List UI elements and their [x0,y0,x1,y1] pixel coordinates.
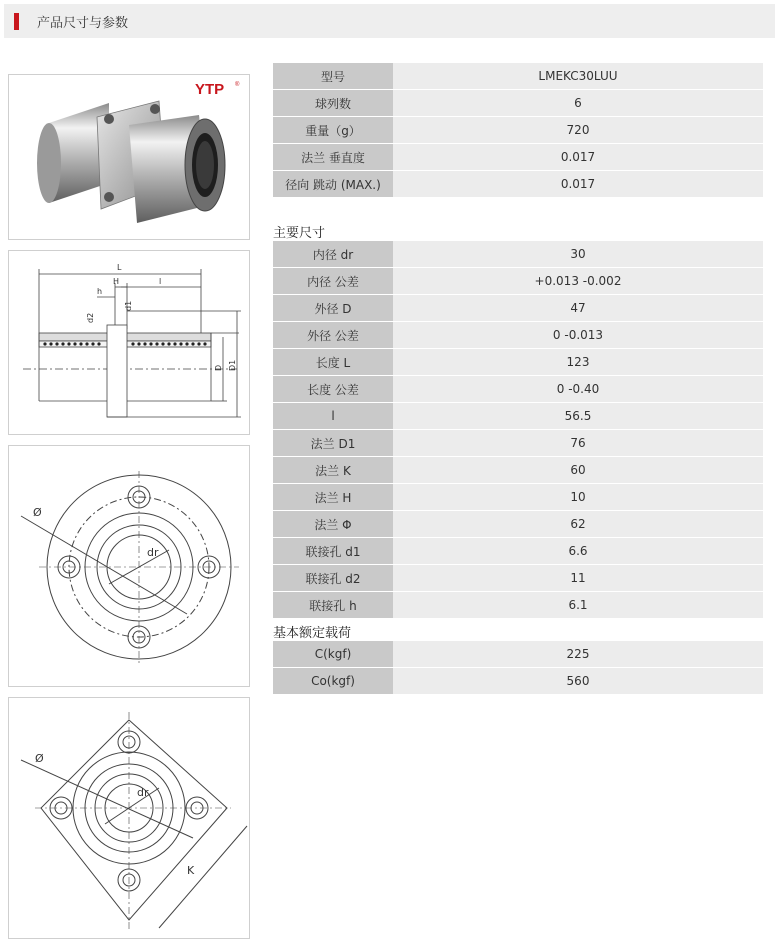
dim-d2: d2 [86,312,95,323]
ytp-logo [195,81,240,98]
table-row [273,349,763,376]
dim-D: D [214,364,223,371]
row-value: 6 [393,90,763,116]
square-dr-label: dr [137,786,149,799]
product-photo [8,74,250,240]
row-label: 法兰 垂直度 [273,144,393,170]
round-flange-drawing [8,445,250,687]
side-section-drawing [8,250,250,435]
row-value: 720 [393,117,763,143]
row-value: 11 [393,565,763,591]
square-phi-label: Ø [35,752,44,765]
row-label: 径向 跳动 (MAX.) [273,171,393,197]
table-row [273,430,763,457]
row-value: 47 [393,295,763,321]
front-dr-label: dr [147,546,159,559]
dim-D1: D1 [228,359,237,371]
row-value: 560 [393,668,763,694]
load-title: 基本额定载荷 [273,626,352,641]
row-value: 6.6 [393,538,763,564]
square-K-label: K [187,864,195,877]
table-row [273,511,763,538]
table-row [273,538,763,565]
table-row [273,484,763,511]
table-row [273,668,763,695]
table-row [273,457,763,484]
square-flange-drawing [8,697,250,939]
row-label: 法兰 Φ [273,511,393,537]
row-label: 联接孔 h [273,592,393,618]
table-row [273,117,763,144]
table-row [273,90,763,117]
row-value: 76 [393,430,763,456]
table-row [273,268,763,295]
row-value: 62 [393,511,763,537]
row-label: 法兰 H [273,484,393,510]
section-header [4,4,775,38]
row-value: 60 [393,457,763,483]
table-row [273,565,763,592]
dim-d1: d1 [124,300,133,311]
row-value: LMEKC30LUU [393,63,763,89]
table-row [273,322,763,349]
row-label: 外径 D [273,295,393,321]
main-dims-table [273,241,763,619]
row-value: 0 -0.40 [393,376,763,402]
row-label: 球列数 [273,90,393,116]
table-row [273,592,763,619]
dim-H: H [113,277,120,286]
row-value: +0.013 -0.002 [393,268,763,294]
linear-bearing-image [37,101,225,223]
row-label: 长度 公差 [273,376,393,402]
row-label: 长度 L [273,349,393,375]
row-label: 联接孔 d2 [273,565,393,591]
row-label: 法兰 D1 [273,430,393,456]
row-label: 外径 公差 [273,322,393,348]
load-table [273,641,763,695]
dim-h: h [97,287,103,296]
row-value: 0.017 [393,171,763,197]
row-value: 30 [393,241,763,267]
front-phi-label: Ø [33,506,42,519]
row-label: 重量（g） [273,117,393,143]
row-value: 225 [393,641,763,667]
row-label: l [273,403,393,429]
table-row [273,641,763,668]
row-value: 0 -0.013 [393,322,763,348]
row-value: 0.017 [393,144,763,170]
table-row [273,241,763,268]
spec-table [273,63,763,198]
table-row [273,63,763,90]
logo-registered: ® [235,82,240,88]
table-row [273,295,763,322]
dim-L: L [117,263,122,272]
row-value: 10 [393,484,763,510]
row-label: 内径 公差 [273,268,393,294]
row-label: Co(kgf) [273,668,393,694]
main-dims-title: 主要尺寸 [273,226,326,241]
row-label: C(kgf) [273,641,393,667]
table-row [273,171,763,198]
table-row [273,403,763,430]
table-row [273,144,763,171]
row-label: 内径 dr [273,241,393,267]
section-title: 产品尺寸与参数 [37,16,129,31]
row-label: 法兰 K [273,457,393,483]
row-label: 型号 [273,63,393,89]
row-label: 联接孔 d1 [273,538,393,564]
dim-l: l [159,277,162,286]
logo-text: YTP [195,81,225,98]
header-accent-bar [14,13,19,30]
row-value: 56.5 [393,403,763,429]
row-value: 6.1 [393,592,763,618]
table-row [273,376,763,403]
row-value: 123 [393,349,763,375]
